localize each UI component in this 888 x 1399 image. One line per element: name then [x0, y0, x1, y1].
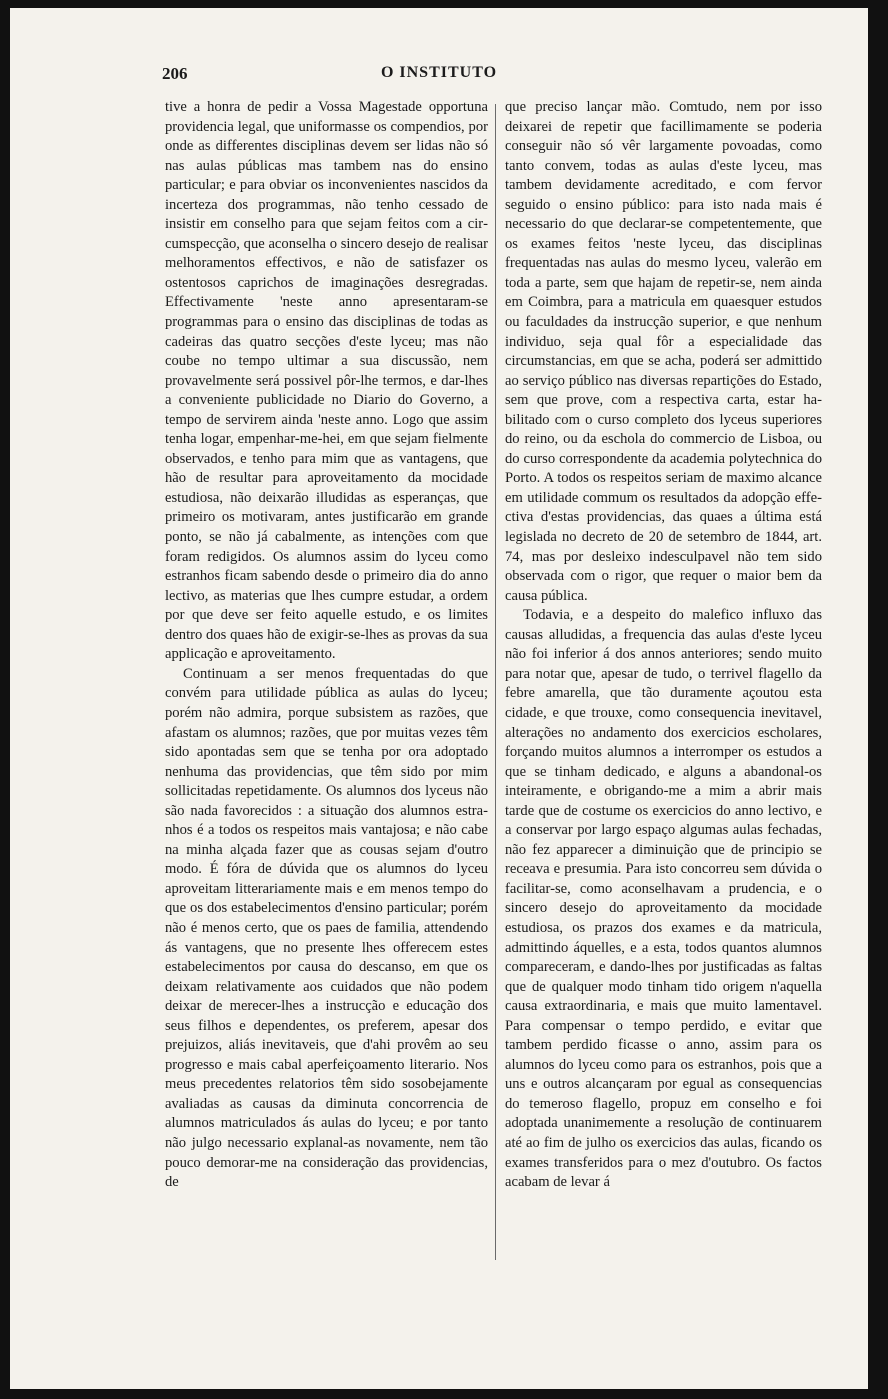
page-number: 206 — [162, 64, 188, 83]
left-column — [165, 98, 488, 1193]
body-paragraph: Continuam a ser menos frequentadas do que convém para utilidade pública as aulas do lyceu; porém não admira, porque subsistem as razões, que afastam os alumnos; razões, que por muitas vezes têm sido apontadas sem que se tenha por ora adoptado nenhuma das providencias, que têm sido por mim sollicitadas repetidamente. Os alumnos dos lyceus não são nada favorecidos : a situação dos alumnos estranhos é a todos os respeitos mais vantajosa; e não cabe na minha alçada fazer que as cousas sejam d'outro modo. É fóra de dúvida que os alumnos do lyceu aproveitam litterariamente mais e em menos tempo do que os dos estabelecimentos d'ensino particular; porém não é menos certo, que os paes de familia, attendendo ás vantagens, que no presente lhes offerecem estes estabelecimentos por causa do descanso, em que os deixam relativamente aos cuidados que não podem deixar de merecer-lhes a instrucção e educação dos seus filhos e dependentes, os preferem, apesar dos prejuizos, aliás inevitaveis, que d'ahi provêm ao seu progresso e mais cabal aperfeiçoamento literario. Nos meus precedentes relatorios têm sido sosobejamente avaliadas as causas da diminuta concorrencia de alumnos matriculados ás aulas do lyceu; e por tanto não julgo necessario explanal-as novamente, nem tão pouco demorar-me na consideração das providencias, de — [165, 665, 488, 1191]
body-paragraph: tive a honra de pedir a Vossa Magestade opportuna providencia legal, que uniformasse os compendios, por onde as differentes disciplinas devem ser lidas não só nas aulas públicas mas tambem nas do ensino particular; e para obviar os inconvenientes nascidos da incerteza dos programmas, não tenho cessado de insistir em conselho para que sejam feitos com a circumspecção, que aconselha o sincero desejo de realisar melhoramentos effectivos, e não de satisfazer os ostentosos caprichos de imaginações desregradas. Effectivamente 'neste anno apresentaram-se programmas para o ensino das disciplinas de todas as cadeiras das quatro secções d'este lyceu; mas não coube no tempo ultimar a sua discussão, nem provavelmente será possivel pôr-lhe termos, e dar-lhes a conveniente publicidade no Diario do Governo, a tempo de servirem ainda 'neste anno. Logo que assim tenha logar, empenhar-me-hei, em que sejam fielmente observados, e tenho para mim que as vantagens, que hão de resultar para aproveitamento da mocidade estudiosa, não deixarão illudidas as esperanças, que primeiro os motivaram, antes justificarão em grande ponto, se não já cabalmente, as intenções com que foram redigidos. Os alumnos assim do lyceu como estranhos ficam sabendo desde o primeiro dia do anno lectivo, as materias que lhes cumpre estudar, a ordem por que deve ser feito aquelle estudo, e os limites dentro dos quaes hão de exigir-se-lhes as provas da sua applicação e aproveitamento. — [165, 99, 488, 663]
right-column — [505, 98, 822, 1193]
page-header — [10, 64, 868, 88]
column-divider — [495, 104, 496, 1260]
document-page — [10, 8, 868, 1389]
body-paragraph: que preciso lançar mão. Comtudo, nem por isso deixarei de repetir que facillimamente se poderia conseguir não só vêr largamente povoadas, como tanto convem, todas as aulas d'este lyceu, mas tambem devidamente acreditado, e com fervor seguido o ensino público: para isto nada mais é necessario do que declarar-se competentemente, que os exames feitos 'neste lyceu, das disciplinas frequentadas nas aulas do mesmo lyceu, valerão em toda a parte, sem que hajam de repetir-se, nem ainda em Coimbra, para a matricula em quaesquer estudos ou faculdades da instrucção superior, e que nenhum individuo, seja qual fôr a especialidade das circumstancias, em que se acha, poderá ser admittido ao serviço público nas diversas repartições do Estado, sem que prove, com a respectiva carta, estar habilitado com o curso completo dos lyceus superiores do reino, ou da eschola do commercio de Lisboa, ou do curso correspondente da academia polytechnica do Porto. A todos os respeitos seriam de maximo alcance em utilidade commum os resultados da adopção effectiva d'estas providencias, das quaes a última está legislada no decreto de 20 de setembro de 1844, art. 74, mas por desleixo indesculpavel não tem sido observada com o rigor, que requer o maior bem da causa pública. — [505, 99, 822, 604]
body-paragraph: Todavia, e a despeito do malefico influxo das causas alludidas, a frequencia das aulas d'este lyceu não foi inferior á dos annos anteriores; sendo muito para notar que, apesar de tudo, o terrivel flagello da febre amarella, que tão duramente açoutou esta cidade, e que trouxe, como consequencia inevitavel, alterações no andamento dos exercicios escholares, forçando muitos alumnos a interromper os estudos a que se tinham dedicado, e alguns a abandonal-os inteiramente, e obrigando-me a mim a abrir mais tarde que de costume os exercicios do anno lectivo, e a conservar por largo espaço algumas aulas fechadas, não fez apparecer a diminuição que de principio se receava e presumia. Para isto concorreu sem dúvida o facilitar-se, como aconselhavam a prudencia, e o sincero desejo do aproveitamento da mocidade estudiosa, os prazos dos exames e da matricula, admittindo áquelles, e a esta, todos quantos alumnos compareceram, e dando-lhes por justificadas as faltas que de qualquer modo tinham tido origem n'aquella causa extraordinaria, e mais que muito lamentavel. Para compensar o tempo perdido, e evitar que tambem perdido ficasse o anno, assim para os alumnos do lyceu como para os estranhos, pois que a uns e outros alcançaram por egual as consequencias do temeroso flagello, propuz em conselho e foi adoptada unanimemente a resolução de continuarem até ao fim de julho os exercicios das aulas, ficando os exames transferidos para o mez d'outubro. Os factos acabam de levar á — [505, 607, 822, 1191]
running-title: O INSTITUTO — [380, 64, 498, 81]
